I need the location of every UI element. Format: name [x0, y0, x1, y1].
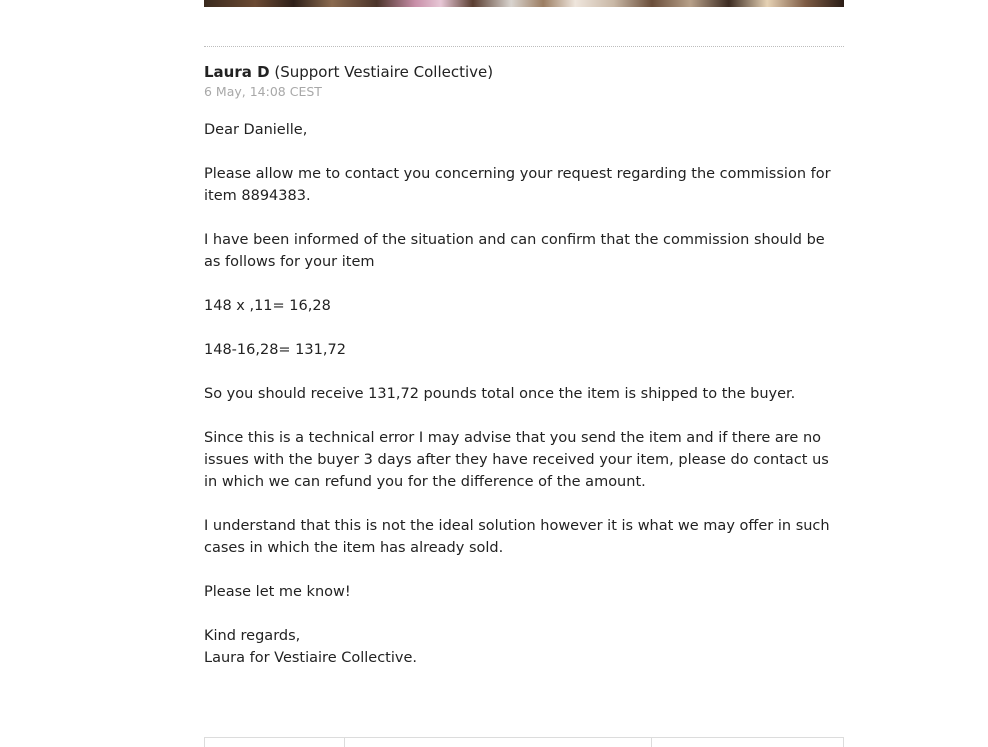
toolbar-cell[interactable] — [205, 738, 345, 747]
message-timestamp: 6 May, 14:08 CEST — [204, 84, 322, 99]
message-signature: Laura for Vestiaire Collective. — [204, 650, 417, 666]
banner-image — [204, 0, 844, 7]
net-calculation: 148-16,28= 131,72 — [204, 342, 346, 358]
toolbar-cell[interactable] — [345, 738, 652, 747]
message-paragraph: I understand that this is not the ideal solution however it is what we may offer in such cases in which the item has already sold. — [204, 518, 830, 556]
toolbar-cell[interactable] — [652, 738, 843, 747]
message-greeting: Dear Danielle, — [204, 122, 308, 138]
message-body — [204, 119, 844, 669]
message-paragraph: Since this is a technical error I may advise that you send the item and if there are no issues with the buyer 3 days after they have received your item, please do contact us in which we can refund you for the difference of the amount. — [204, 430, 829, 490]
message-paragraph: Please allow me to contact you concerning your request regarding the commission for item 8894383. — [204, 166, 831, 204]
sender-line — [204, 62, 844, 82]
message-paragraph: So you should receive 131,72 pounds total once the item is shipped to the buyer. — [204, 386, 796, 402]
divider — [204, 46, 844, 47]
bottom-toolbar — [204, 737, 844, 747]
commission-calculation: 148 x ,11= 16,28 — [204, 298, 331, 314]
message-signoff: Kind regards, — [204, 628, 301, 644]
message-paragraph: Please let me know! — [204, 584, 351, 600]
sender-org: (Support Vestiaire Collective) — [274, 63, 494, 81]
message-paragraph: I have been informed of the situation and can confirm that the commission should be as follows for your item — [204, 232, 825, 270]
message-header — [204, 62, 844, 101]
sender-name: Laura D — [204, 63, 270, 81]
